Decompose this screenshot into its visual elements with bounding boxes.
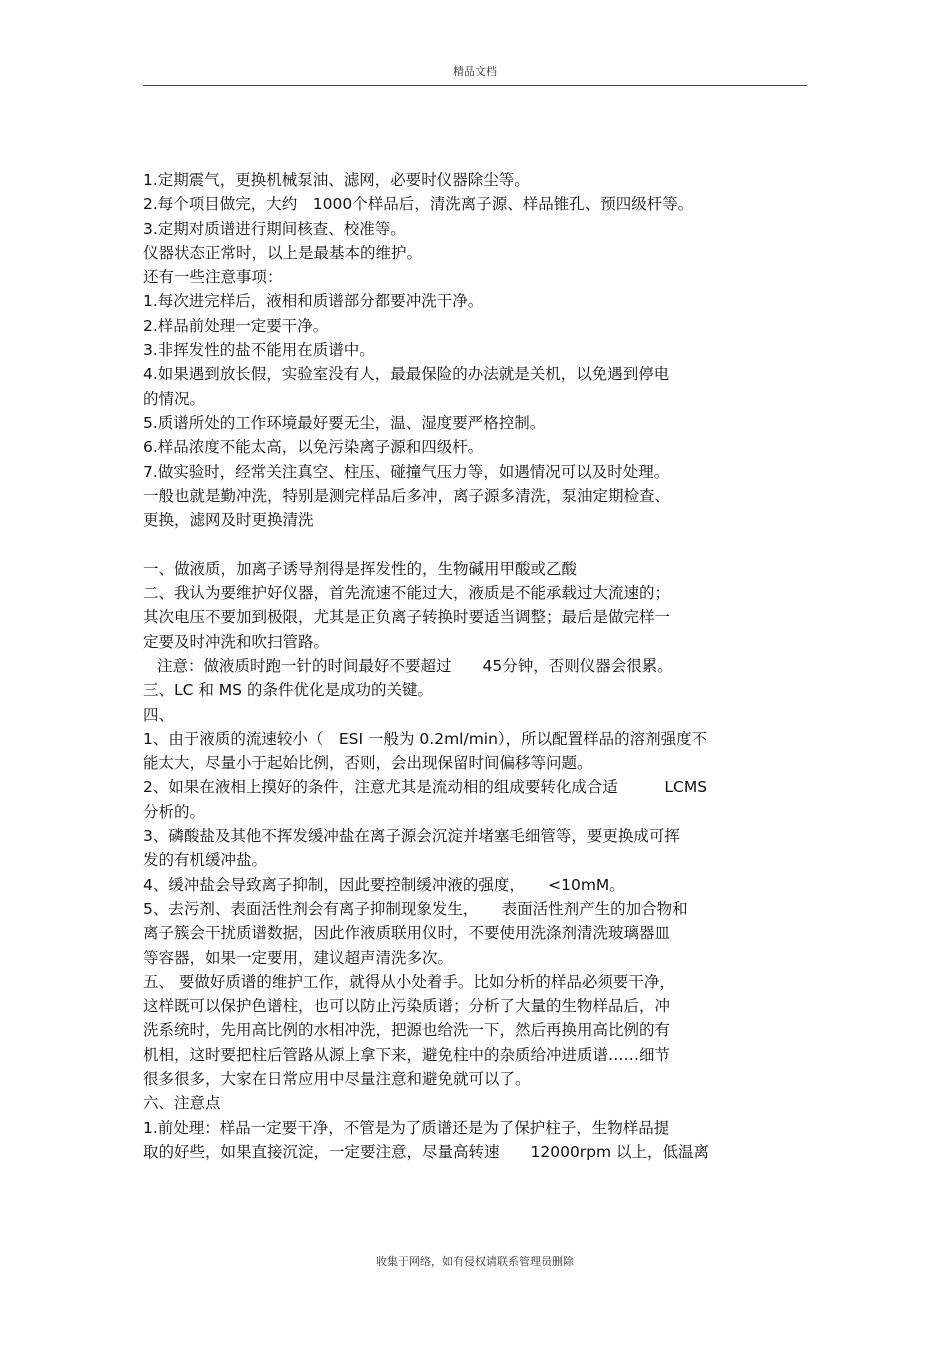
text-line: 分析的。 [143, 802, 206, 821]
text-line: 这样既可以保护色谱柱，也可以防止污染质谱；分析了大量的生物样品后，冲 [143, 997, 671, 1016]
document-body [143, 168, 803, 1164]
text-line: 机相，这时要把柱后管路从源上拿下来，避免柱中的杂质给冲进质谱……细节 [143, 1045, 671, 1064]
text-line: 三、LC 和 MS 的条件优化是成功的关键。 [143, 681, 433, 700]
text-line: 1、由于液质的流速较小（ ESI 一般为 0.2ml/min），所以配置样品的溶剂强度不 [143, 729, 708, 748]
page-header: 精品文档 [453, 65, 497, 78]
page-footer: 收集于网络，如有侵权请联系管理员删除 [376, 1255, 574, 1268]
text-line: 离子簇会干扰质谱数据，因此作液质联用仪时，不要使用洗涤剂清洗玻璃器皿 [143, 924, 671, 943]
text-line: 发的有机缓冲盐。 [143, 851, 268, 870]
text-line: 取的好些，如果直接沉淀，一定要注意，尽量高转速 12000rpm 以上，低温离 [143, 1142, 710, 1161]
text-line: 能太大，尽量小于起始比例，否则，会出现保留时间偏移等问题。 [143, 754, 593, 773]
text-line: 很多很多，大家在日常应用中尽量注意和避免就可以了。 [143, 1069, 531, 1088]
blank-line [143, 532, 803, 556]
text-line: 6.样品浓度不能太高，以免污染离子源和四级杆。 [143, 438, 484, 457]
text-line: 3.定期对质谱进行期间核查、校准等。 [143, 219, 406, 238]
text-line: 3.非挥发性的盐不能用在质谱中。 [143, 341, 375, 360]
text-line: 二、我认为要维护好仪器，首先流速不能过大，液质是不能承载过大流速的； [143, 584, 671, 603]
text-line: 洗系统时，先用高比例的水相冲洗，把源也给洗一下，然后再换用高比例的有 [143, 1021, 671, 1040]
text-line: 2.样品前处理一定要干净。 [143, 316, 329, 335]
text-line: 等容器，如果一定要用，建议超声清洗多次。 [143, 948, 454, 967]
text-line: 还有一些注意事项： [143, 268, 283, 287]
text-line: 1.定期震气，更换机械泵油、滤网，必要时仪器除尘等。 [143, 171, 530, 189]
text-line: 六、注意点 [143, 1094, 221, 1113]
text-line: 7.做实验时，经常关注真空、柱压、碰撞气压力等，如遇情况可以及时处理。 [143, 462, 670, 481]
text-line: 注意：做液质时跑一针的时间最好不要超过 45分钟，否则仪器会很累。 [157, 656, 673, 675]
text-line: 4、缓冲盐会导致离子抑制，因此要控制缓冲液的强度， <10mM。 [143, 875, 625, 894]
text-line: 3、磷酸盐及其他不挥发缓冲盐在离子源会沉淀并堵塞毛细管等，要更换成可挥 [143, 827, 680, 846]
text-line: 5.质谱所处的工作环境最好要无尘，温、湿度要严格控制。 [143, 413, 546, 432]
text-line: 定要及时冲洗和吹扫管路。 [143, 632, 330, 651]
text-line: 的情况。 [143, 389, 206, 408]
text-line: 四、 [143, 705, 175, 724]
header-divider [143, 85, 807, 86]
text-line: 2、如果在液相上摸好的条件，注意尤其是流动相的组成要转化成合适 LCMS [143, 778, 708, 797]
text-line: 1.前处理：样品一定要干净，不管是为了质谱还是为了保护柱子，生物样品提 [143, 1118, 670, 1137]
text-line: 1.每次进完样后，液相和质谱部分都要冲洗干净。 [143, 292, 484, 311]
text-line: 一、做液质，加离子诱导剂得是挥发性的，生物碱用甲酸或乙酸 [143, 559, 578, 578]
text-line: 更换，滤网及时更换清洗 [143, 511, 314, 530]
text-line: 一般也就是勤冲洗，特别是测完样品后多冲，离子源多清洗，泵油定期检查、 [143, 486, 671, 505]
text-line: 4.如果遇到放长假，实验室没有人，最最保险的办法就是关机，以免遇到停电 [143, 365, 670, 384]
text-line: 仪器状态正常时，以上是最基本的维护。 [143, 243, 423, 262]
text-line: 五、 要做好质谱的维护工作，就得从小处着手。比如分析的样品必须要干净， [143, 972, 675, 991]
text-line: 5、去污剂、表面活性剂会有离子抑制现象发生， 表面活性剂产生的加合物和 [143, 899, 688, 918]
text-line: 2.每个项目做完，大约 1000个样品后，清洗离子源、样品锥孔、预四级杆等。 [143, 195, 694, 214]
text-line: 其次电压不要加到极限，尤其是正负离子转换时要适当调整；最后是做完样一 [143, 608, 671, 627]
